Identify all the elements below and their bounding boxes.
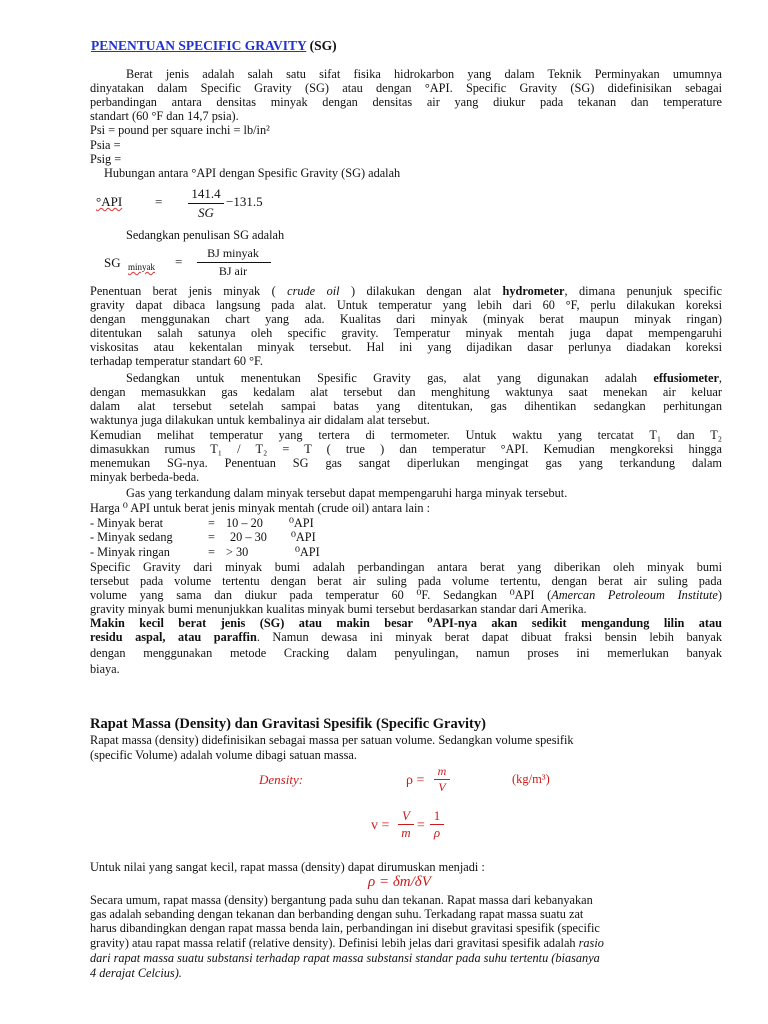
api-equals: = <box>155 194 163 209</box>
paragraph-line: terhadap temperatur standart 60 °F. <box>90 354 263 368</box>
paragraph-line: Secara umum, rapat massa (density) bergantung pada suhu dan tekanan. Rapat massa dari kebanyakan <box>90 893 593 907</box>
list-item-value: 10 – 20 <box>226 516 263 530</box>
list-item-name: - Minyak ringan <box>90 545 170 559</box>
document-title <box>91 38 337 54</box>
sg-subscript: minyak <box>128 262 155 272</box>
rho-denominator: V <box>438 780 446 794</box>
text-run-italic: rasio <box>578 936 604 950</box>
paragraph-line: Specific Gravity dari minyak bumi adalah perbandingan antara berat yang diberikan oleh minyak bumi <box>90 560 722 574</box>
paragraph-line: Makin kecil berat jenis (SG) atau makin besar ⁰API-nya akan sedikit mengandung lilin atau <box>90 616 722 630</box>
list-item-eq: = <box>208 516 215 530</box>
v-equals-2: = <box>417 818 425 833</box>
paragraph-line: minyak berbeda-beda. <box>90 470 200 484</box>
api-constant: −131.5 <box>226 194 263 209</box>
text-run: ) <box>717 588 722 602</box>
rho-numerator: m <box>437 764 447 778</box>
paragraph-line: dinyatakan dalam Specific Gravity (SG) atau dengan °API. Specific Gravity (SG) didefinisikan sebagai <box>90 81 722 95</box>
text-run-bold: residu aspal, atau paraffin <box>90 630 257 644</box>
text-run: , <box>718 371 722 385</box>
paragraph-line <box>90 371 722 385</box>
paragraph-line <box>90 936 604 950</box>
paragraph-line: dimasukkan rumus T₁ / T₂ = T ( true ) dan temperatur °API. Kemudian mengkoreksi hingga <box>90 442 722 456</box>
paragraph-line: menemukan SG-nya. Penentuan SG gas sangat diperlukan mengingat gas yang terkandung dalam <box>90 456 722 470</box>
api-denominator: SG <box>198 205 214 220</box>
api-label: °API <box>96 194 123 209</box>
text-run: , dimana penunjuk specific <box>564 284 722 298</box>
psig-definition: Psig = <box>90 152 122 166</box>
paragraph-line: dengan memasukkan gas kedalam alat tersebut dan menghitung waktunya saat menekan air keluar <box>90 385 722 399</box>
paragraph-line: harus dibandingkan dengan rapat massa benda lain, perbandingan ini disebut gravitasi spesifik (specific <box>90 921 600 935</box>
text-run-bold: hydrometer <box>502 284 565 298</box>
v-numerator: V <box>402 808 410 823</box>
api-numerator: 141.4 <box>191 186 221 201</box>
paragraph-line: Gas yang terkandung dalam minyak tersebut dapat mempengaruhi harga minyak tersebut. <box>126 486 568 500</box>
text-run-bold: effusiometer <box>653 371 719 385</box>
paragraph-line: Untuk nilai yang sangat kecil, rapat massa (density) dapat dirumuskan menjadi : <box>90 860 485 874</box>
paragraph-line: gravity dapat dibaca langsung pada alat. Untuk temperatur yang lebih dari 60 °F, perlu dilakukan koreksi <box>90 298 722 312</box>
paragraph-line: Rapat massa (density) didefinisikan sebagai massa per satuan volume. Sedangkan volume spesifik <box>90 733 574 747</box>
list-item-unit: ⁰API <box>291 530 316 544</box>
paragraph-line: waktunya juga dilakukan untuk kembalinya air didalam alat tersebut. <box>90 413 430 427</box>
sg-denominator: BJ air <box>218 264 248 278</box>
paragraph-line: gas adalah sebanding dengan tekanan dan berbanding dengan suhu. Terkadang rapat massa suatu zat <box>90 907 584 921</box>
list-item-unit: ⁰API <box>289 516 314 530</box>
paragraph-line: viskositas atau kekentalan minyak tersebut. Hal ini yang dijadikan dasar perlunya diadakan koreksi <box>90 340 722 354</box>
paragraph-line: dari rapat massa suatu substansi terhadap rapat massa substansi standar pada suhu tertentu (biasanya <box>90 951 600 965</box>
paragraph-line: perbandingan antara densitas minyak dengan densitas air yang diukur pada tekanan dan temperature <box>90 95 722 109</box>
text-run: Sedangkan untuk menentukan Spesific Gravity gas, alat yang digunakan adalah <box>126 371 654 385</box>
v-denominator-2: ρ <box>433 825 441 840</box>
paragraph-line: (specific Volume) adalah volume dibagi satuan massa. <box>90 748 357 762</box>
api-fraction-bar <box>188 203 224 204</box>
density-unit: (kg/m³) <box>512 772 550 786</box>
paragraph-line: dengan menggunakan metode Cracking dalam penyulingan, namun proses ini memerlukan banyak <box>90 646 722 660</box>
sg-label: SG <box>104 255 121 270</box>
paragraph-line: ditentukan salah satunya oleh specific gravity. Temperatur minyak mentah juga dapat mempengaruhi <box>90 326 722 340</box>
paragraph-line: standart (60 °F dan 14,7 psia). <box>90 109 239 123</box>
text-run: . Namun dewasa ini minyak berat dapat dibuat fraksi bensin lebih banyak <box>256 630 722 644</box>
paragraph-line <box>90 588 722 602</box>
paragraph-line: Berat jenis adalah salah satu sifat fisika hidrokarbon yang dalam Teknik Perminyakan umumnya <box>126 67 722 81</box>
paragraph-line: biaya. <box>90 662 120 676</box>
sg-fraction-bar <box>197 262 271 263</box>
v-numerator-2: 1 <box>433 808 441 823</box>
paragraph-line: dalam alat tersebut setelah sampai batas yang ditentukan, gas dihentikan sedangkan perhitungan <box>90 399 722 413</box>
title-suffix: (SG) <box>306 38 337 53</box>
section-heading: Rapat Massa (Density) dan Gravitasi Spesifik (Specific Gravity) <box>90 716 486 732</box>
small-density-formula: ρ = δm/δV <box>368 874 431 890</box>
list-item-name: - Minyak berat <box>90 516 164 530</box>
psi-definition: Psi = pound per square inchi = lb/in² <box>90 123 270 137</box>
list-item-eq: = <box>208 545 215 559</box>
paragraph-line: 4 derajat Celcius). <box>90 966 182 980</box>
api-relation-intro: Hubungan antara °API dengan Spesific Gravity (SG) adalah <box>104 166 401 180</box>
list-item-unit: ⁰API <box>295 545 320 559</box>
text-run-italic: crude oil <box>287 284 340 298</box>
paragraph-line <box>90 284 722 298</box>
text-run: volume yang sama dan diukur pada temperatur 60 ⁰F. Sedangkan ⁰API ( <box>90 588 552 602</box>
text-run: gravity) atau rapat massa relatif (relative density). Definisi lebih jelas dari gravitasi spesifik adalah <box>90 936 579 950</box>
psia-definition: Psia = <box>90 138 121 152</box>
paragraph-line: gravity minyak bumi menunjukkan kualitas minyak bumi tersebut berdasarkan standar dari Amerika. <box>90 602 587 616</box>
v-denominator: m <box>401 825 411 840</box>
text-run-italic: Amercan Petroleoum Institute <box>551 588 718 602</box>
list-item-value: > 30 <box>226 545 249 559</box>
list-item-name: - Minyak sedang <box>90 530 173 544</box>
sg-numerator: BJ minyak <box>207 246 259 260</box>
api-list-intro: Harga ⁰ API untuk berat jenis minyak mentah (crude oil) antara lain : <box>90 501 431 515</box>
paragraph-line: Kemudian melihat temperatur yang tertera di termometer. Untuk waktu yang tercatat T₁ dan T₂ <box>90 428 722 442</box>
title-link[interactable]: PENENTUAN SPECIFIC GRAVITY <box>91 38 307 53</box>
paragraph-line: dengan menggunakan chart yang ada. Kualitas dari minyak (minyak berat maupun minyak ringan) <box>90 312 722 326</box>
sg-equals: = <box>175 254 183 269</box>
density-label: Density: <box>259 772 304 787</box>
v-equals: v = <box>371 818 390 833</box>
sg-intro: Sedangkan penulisan SG adalah <box>126 228 285 242</box>
paragraph-line: tersebut pada volume tertentu dengan berat air suling pada volume tertentu, dengan berat air suling pada <box>90 574 722 588</box>
rho-equals: ρ = <box>406 773 425 788</box>
text-run: Penentuan berat jenis minyak ( <box>90 284 288 298</box>
text-run: ) dilakukan dengan alat <box>339 284 503 298</box>
list-item-eq: = <box>208 530 215 544</box>
list-item-value: 20 – 30 <box>230 530 267 544</box>
paragraph-line <box>90 630 722 644</box>
